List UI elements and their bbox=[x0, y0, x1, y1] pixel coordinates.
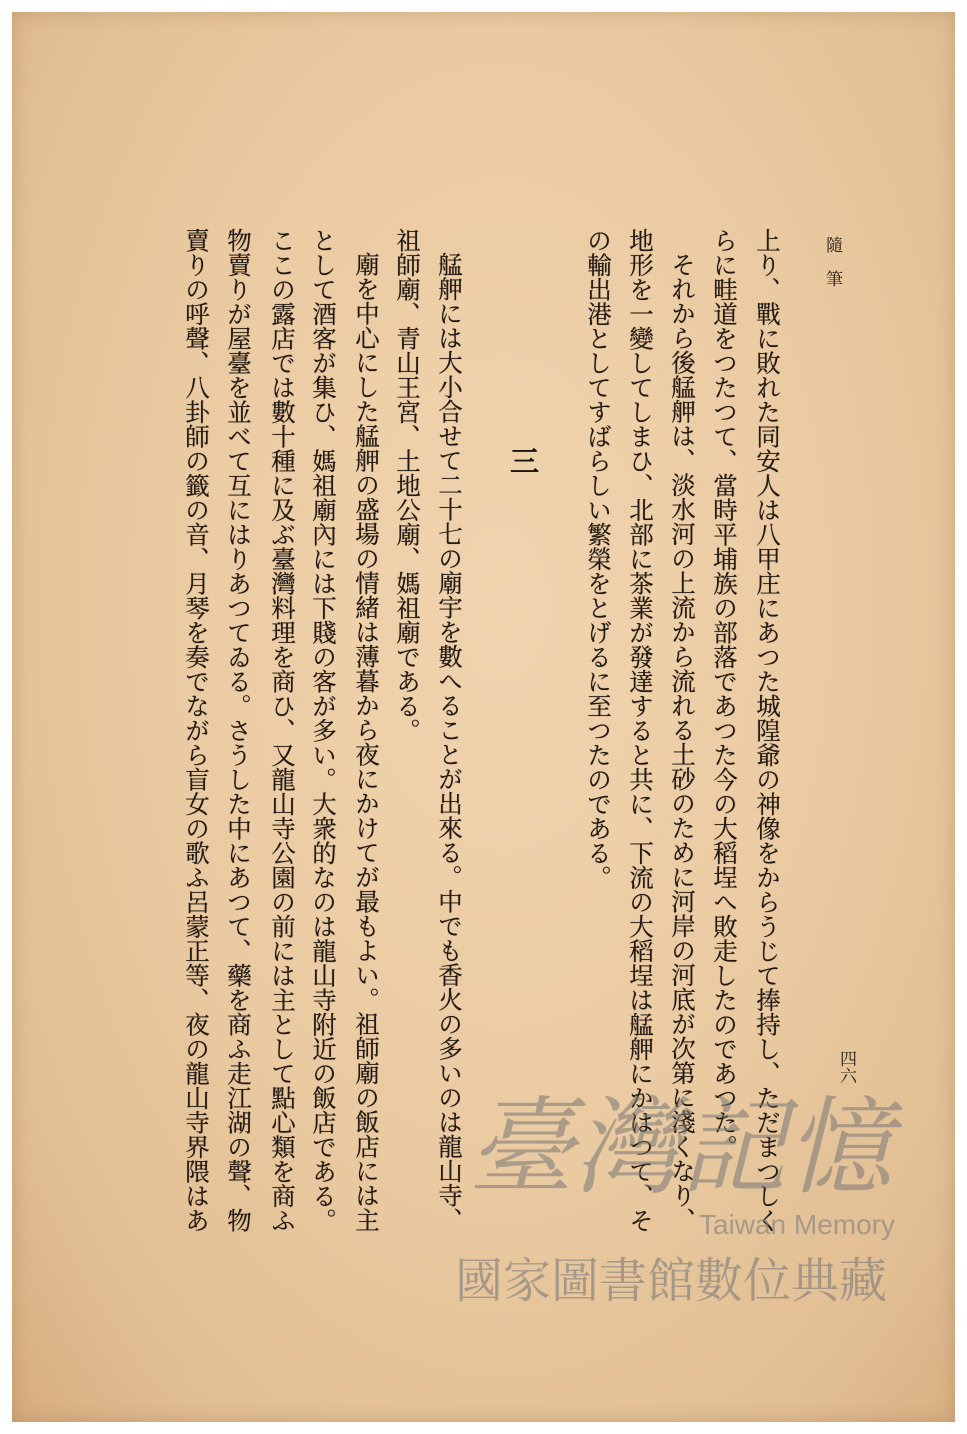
watermark-english-text: Taiwan Memory bbox=[698, 1209, 895, 1240]
text-column: 祖師廟、青山王宮、土地公廟、媽祖廟である。 bbox=[393, 228, 422, 743]
section-heading: 三 bbox=[506, 446, 540, 475]
running-title: 隨 筆 bbox=[822, 236, 842, 287]
text-column: として酒客が集ひ、媽祖廟內には下賤の客が多い。大衆的なのは龍山寺附近の飯店である。 bbox=[309, 228, 338, 1233]
text-column: の輸出港としてすばらしい繁榮をとげるに至つたのである。 bbox=[584, 228, 613, 890]
text-column: ここの露店では數十種に及ぶ臺灣料理を商ひ、又龍山寺公園の前には主として點心類を商ふ bbox=[268, 228, 297, 1233]
text-column: 賣りの呼聲、八卦師の籤の音、月琴を奏でながら盲女の歌ふ呂蒙正等、夜の龍山寺界隈はあ bbox=[182, 228, 211, 1233]
text-column: 廟を中心にした艋舺の盛場の情緒は薄暮から夜にかけてが最もよい。祖師廟の飯店には主 bbox=[352, 252, 381, 1232]
text-column: らに畦道をつたつて、當時平埔族の部落であつた今の大稻埕へ敗走したのであつた。 bbox=[710, 228, 739, 1159]
text-column: 上り、戰に敗れた同安人は八甲庄にあつた城隍爺の神像をからうじて捧持し、ただまつしく bbox=[753, 228, 782, 1233]
text-column: 物賣りが屋臺を並べて互にはりあつてゐる。さうした中にあつて、藥を商ふ走江湖の聲、物 bbox=[224, 228, 253, 1233]
watermark-institution-text: 國家圖書館數位典藏 bbox=[455, 1253, 888, 1309]
watermark-calligraphy-logo: 臺灣記憶 bbox=[468, 1086, 892, 1209]
page-number: 四六 bbox=[836, 1050, 856, 1084]
text-column: 地形を一變してしまひ、北部に茶業が發達すると共に、下流の大稻埕は艋舺にかはつて、そ bbox=[626, 228, 655, 1233]
text-column: それから後艋舺は、淡水河の上流から流れる土砂のために河岸の河底が次第に淺くなり、 bbox=[668, 252, 697, 1232]
text-column: 艋舺には大小合せて二十七の廟宇を數へることが出來る。中でも香火の多いのは龍山寺、 bbox=[435, 252, 464, 1232]
